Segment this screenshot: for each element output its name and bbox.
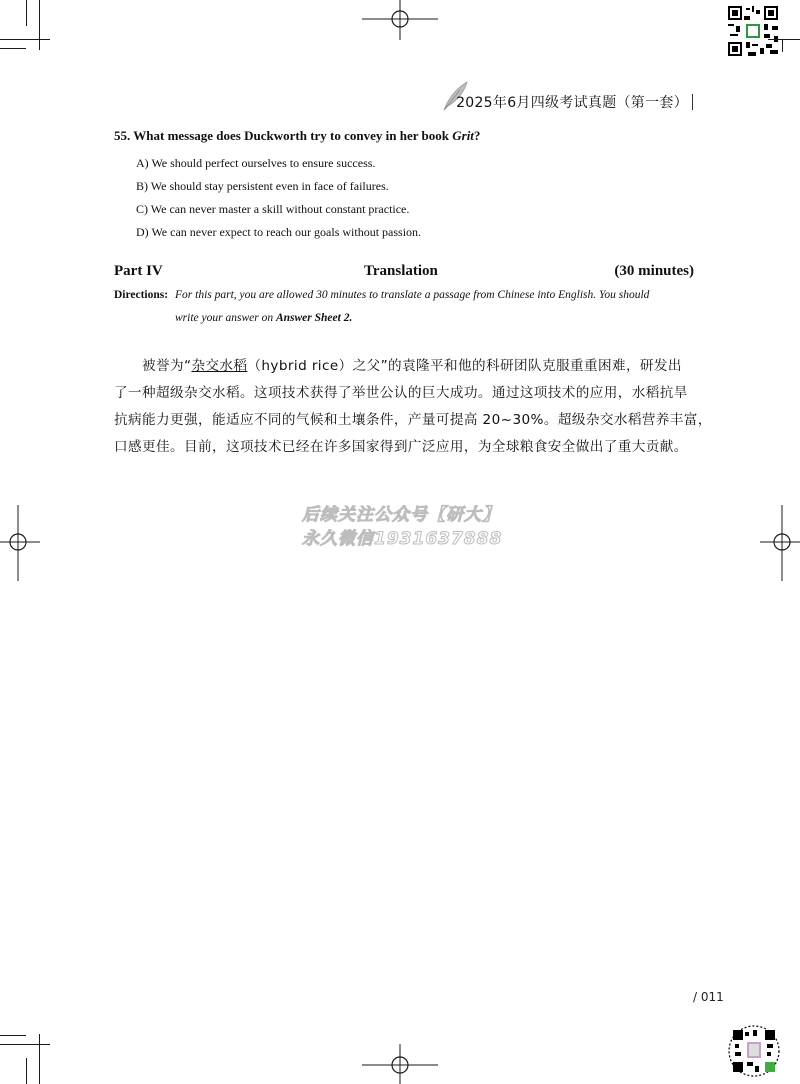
crop-mark: [782, 40, 783, 52]
registration-mark-icon: [362, 1044, 438, 1084]
passage-line-1: [114, 354, 682, 374]
option-b: B) We should stay persistent even in face of failures.: [136, 179, 389, 193]
passage-line-4: 口感更佳。目前，这项技术已经在许多国家得到广泛应用，为全球粮食安全做出了重大贡献。: [114, 439, 688, 455]
crop-mark: [26, 0, 27, 26]
crop-mark: [39, 0, 40, 50]
directions-label: Directions:: [114, 289, 169, 301]
part-time: (30 minutes): [614, 263, 694, 279]
registration-mark-icon: [760, 505, 800, 581]
watermark-line-2: 永久微信1931637888: [302, 529, 503, 549]
crop-mark: [39, 1034, 40, 1084]
option-d: D) We can never expect to reach our goals without passion.: [136, 225, 422, 239]
passage-l1-post: （hybrid rice）之父”的袁隆平和他的科研团队克服重重困难，研发出: [247, 358, 682, 374]
passage-line-3: 抗病能力更强，能适应不同的气候和土壤条件，产量可提高 20~30%。超级杂交水稻营养丰富，: [114, 412, 712, 428]
passage-l1-pre: 被誉为“: [142, 358, 192, 374]
crop-mark: [0, 1035, 26, 1036]
passage-term: 杂交水稻: [191, 358, 248, 374]
page-number: / 011: [693, 990, 724, 1004]
crop-mark: [0, 1044, 50, 1045]
registration-mark-icon: [362, 0, 438, 44]
watermark-line-1: 后续关注公众号【研大】: [302, 505, 500, 525]
question-text: 55. What message does Duckworth try to convey in her book: [114, 128, 453, 143]
header-divider: [692, 94, 693, 110]
header-title: 2025年6月四级考试真题（第一套）: [456, 95, 688, 111]
question-end: ?: [473, 128, 481, 143]
crop-mark: [0, 39, 50, 40]
directions-prefix: write your answer on: [175, 312, 276, 324]
option-a: A) We should perfect ourselves to ensure success.: [136, 156, 376, 170]
crop-mark: [768, 39, 800, 40]
directions-line-2: [175, 312, 352, 324]
part-header: [114, 263, 694, 283]
registration-mark-icon: [0, 505, 40, 581]
crop-mark: [26, 1058, 27, 1084]
part-label: Part IV: [114, 263, 163, 279]
question-55: [114, 128, 480, 144]
passage-line-2: 了一种超级杂交水稻。这项技术获得了举世公认的巨大成功。通过这项技术的应用，水稻抗旱: [114, 385, 688, 401]
qr-code: [726, 4, 780, 58]
qr-code: [727, 1024, 781, 1078]
directions-line-1: For this part, you are allowed 30 minutes to translate a passage from Chinese into English. You should: [175, 289, 650, 301]
answer-sheet: Answer Sheet 2.: [275, 312, 353, 324]
book-title: Grit: [452, 128, 474, 143]
part-title: Translation: [364, 263, 438, 279]
crop-mark: [0, 48, 26, 49]
option-c: C) We can never master a skill without constant practice.: [136, 202, 410, 216]
